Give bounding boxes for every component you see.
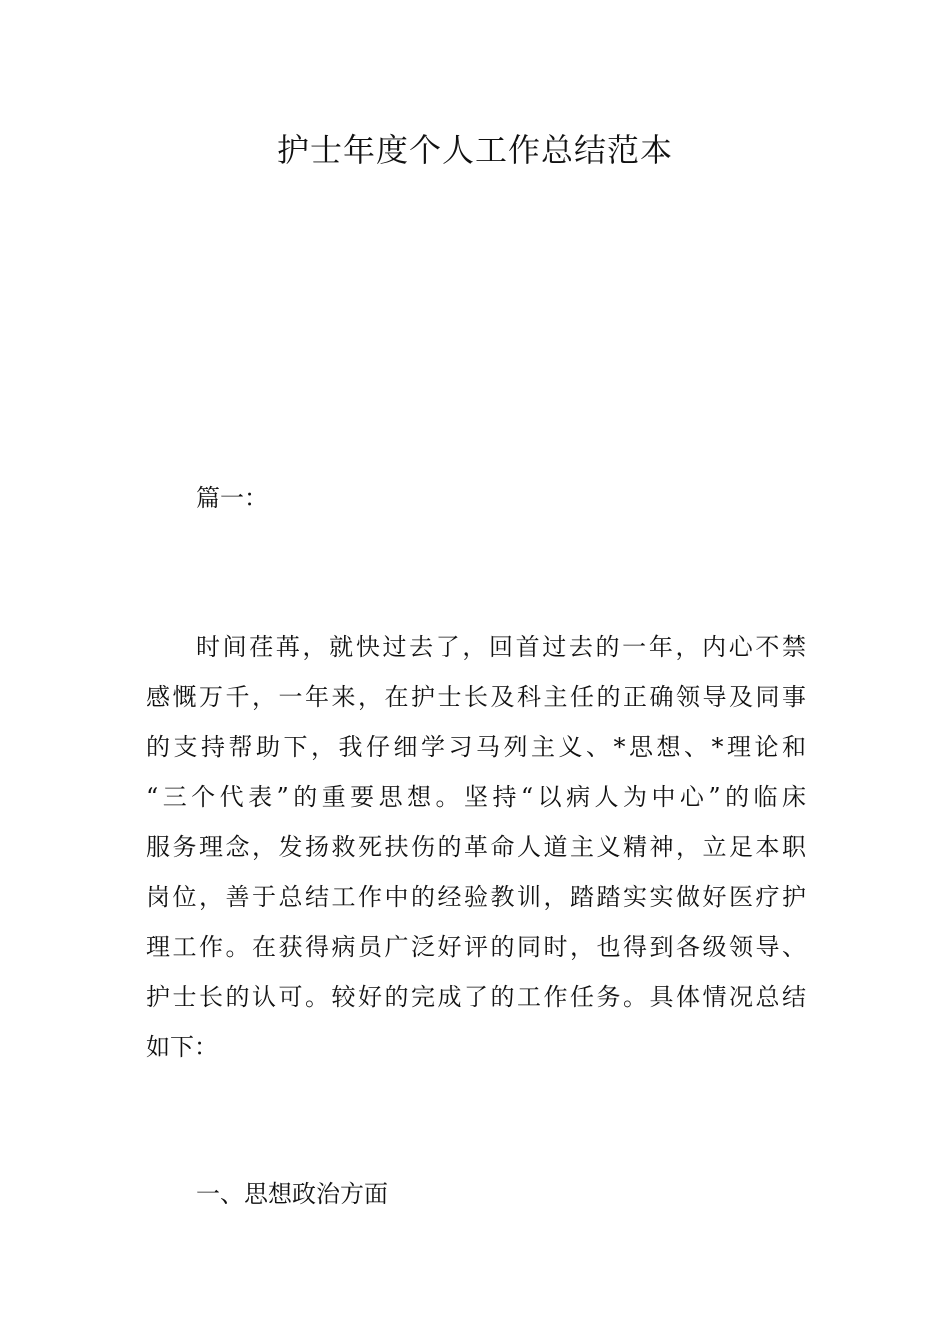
paragraph-line: “三个代表”的重要思想。坚持“以病人为中心”的临床 <box>146 783 806 811</box>
paragraph-line: 岗位，善于总结工作中的经验教训，踏踏实实做好医疗护 <box>146 883 806 911</box>
document-title: 护士年度个人工作总结范本 <box>276 131 673 169</box>
body-paragraph <box>146 627 806 1077</box>
section-heading: 篇一： <box>196 484 268 512</box>
paragraph-line: 护士长的认可。较好的完成了的工作任务。具体情况总结 <box>146 983 806 1011</box>
paragraph-line: 的支持帮助下，我仔细学习马列主义、*思想、*理论和 <box>146 733 806 761</box>
paragraph-line: 如下： <box>146 1033 218 1061</box>
paragraph-line: 理工作。在获得病员广泛好评的同时，也得到各级领导、 <box>146 933 806 961</box>
paragraph-line: 感慨万千，一年来，在护士长及科主任的正确领导及同事 <box>146 683 806 711</box>
paragraph-line: 服务理念，发扬救死扶伤的革命人道主义精神，立足本职 <box>146 833 806 861</box>
subsection-heading: 一、思想政治方面 <box>196 1180 388 1208</box>
paragraph-line: 时间荏苒，就快过去了，回首过去的一年，内心不禁 <box>196 633 806 661</box>
